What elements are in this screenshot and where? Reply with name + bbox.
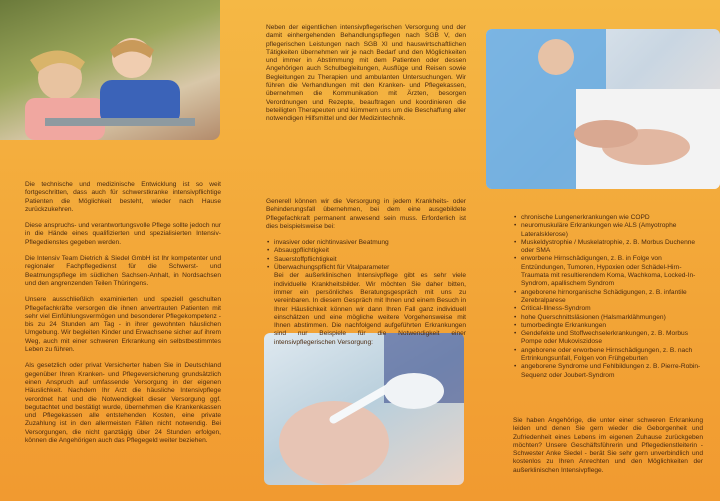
photo-child-and-caregiver bbox=[0, 0, 220, 140]
paragraph: Sie haben Angehörige, die unter einer schweren Erkrankung leiden und denen Sie gern wieder die Geborgenheit und Zufriedenheit eines Lebens im eigenen Zuhause zurückgeben möchten? Unsere Geschäftsführerin und Pflegedienstleiterin - Schwester Anke Siedel - berät Sie sehr gern unverbindlich und kostenlos zu Ihren Anrechten und den Möglichkeiten der außerklinischen Intensivpflege. bbox=[513, 417, 703, 474]
photo-nurse-with-syringe bbox=[264, 333, 464, 485]
column-conditions-general bbox=[266, 198, 466, 355]
list-item: • Critical-Illness-Syndrom bbox=[521, 305, 703, 313]
paragraph: Die technische und medizinische Entwicklung ist so weit fortgeschritten, dass auch für schwerstkranke intensivpflichtige Patienten die Möglichkeit besteht, wieder nach Hause zurückzukehren. bbox=[25, 181, 221, 213]
paragraph: Die Intensiv Team Dietrich & Siedel GmbH ist Ihr kompetenter und regionaler Fachpflegedienst für die Schwerst- und Beatmungspflege im südlichen Sachsen-Anhalt, in Nordsachsen und den angrenzenden Teilen Thüringens. bbox=[25, 255, 221, 287]
column-services bbox=[266, 24, 466, 132]
list-item: • tumorbedingte Erkrankungen bbox=[521, 322, 703, 330]
list-item: • Absaugpflichtigkeit bbox=[274, 247, 466, 255]
list-item: • Überwachungspflicht für Vitalparameter bbox=[274, 264, 466, 272]
disease-list bbox=[513, 214, 703, 380]
requirement-list bbox=[266, 239, 466, 272]
paragraph: Unsere ausschließlich examinierten und speziell geschulten Pflegefachkräfte versorgen die ihnen anvertrauten Patienten mit sehr viel Einfühlungsvermögen und besonderer Pflegekompetenz - bis zu 24 Stunden am Tag - in ihrer gewohnten häuslichen Umgebung. Wir begleiten Kinder und Erwachsene sicher auf ihrem Weg, auch mit einer schweren Erkrankung ein selbstbestimmtes Leben zu führen. bbox=[25, 296, 221, 354]
list-item: • Muskeldystrophie / Muskelatrophie, z. B. Morbus Duchenne oder SMA bbox=[521, 239, 703, 256]
paragraph: Diese anspruchs- und verantwortungsvolle Pflege sollte jedoch nur in die Hände eines qualifizierten und spezialisierten Intensiv-Pflegedienstes gegeben werden. bbox=[25, 222, 221, 246]
column-contact bbox=[513, 417, 703, 483]
list-item: • Sauerstoffpflichtigkeit bbox=[274, 256, 466, 264]
photo-illustration-2 bbox=[486, 29, 720, 189]
photo-illustration bbox=[0, 0, 220, 140]
list-item: • angeborene Syndrome und Fehlbildungen z. B. Pierre-Robin-Sequenz oder Joubert-Syndrom bbox=[521, 363, 703, 380]
list-item: • neuromuskuläre Erkrankungen wie ALS (Amyotrophe Lateralsklerose) bbox=[521, 222, 703, 239]
list-item: • chronische Lungenerkrankungen wie COPD bbox=[521, 214, 703, 222]
paragraph: Bei der außerklinischen Intensivpflege gibt es sehr viele individuelle Krankheitsbilder. Wir möchten Sie daher bitten, immer ein persönliches Beratungsgespräch mit uns zu vereinbaren. In diesem Gespräch mit Ihnen und einem Besuch in Ihrer Häuslichkeit können wir dann Ihren Fall ganz individuell einschätzen und eine mögliche weitere Vorgehensweise mit Ihnen abstimmen. Die nachfolgend aufgeführten Erkrankungen sind nur Beispiele für die Notwendigkeit einer intensivpflegerischen Versorgung: bbox=[274, 272, 466, 346]
list-item: • Gendefekte und Stoffwechselerkrankungen, z. B. Morbus Pompe oder Mukoviszidose bbox=[521, 330, 703, 347]
list-item: • invasiver oder nichtinvasiver Beatmung bbox=[274, 239, 466, 247]
paragraph: Generell können wir die Versorgung in jedem Krankheits- oder Behinderungsfall übernehmen, bei dem eine ausgebildete Pflegefachkraft permanent anwesend sein muss. Erforderlich ist dies beispielsweise bei: bbox=[266, 198, 466, 230]
list-item: • angeborene oder erworbene Hirnschädigungen, z. B. nach Ertrinkungsunfall, Folgen von Frühgeburten bbox=[521, 347, 703, 364]
column-diseases bbox=[513, 214, 703, 380]
paragraph: Neben der eigentlichen intensivpflegerischen Versorgung und der damit einhergehenden Behandlungspflegen nach SGB V, den pflegerischen Leistungen nach SGB XI und hauswirtschaftlichen Tätigkeiten übernehmen wir je nach Bedarf und den Möglichkeiten und immer in Abstimmung mit dem Patienten oder dessen Angehörigen auch Schulbegleitungen, Ausflüge und Reisen sowie Begleitungen zu Therapien und ambulanten Untersuchungen. Wir führen die Verhandlungen mit den Kranken- und Pflegekassen, übernehmen die Kommunikation mit Ärzten, besorgen Verordnungen und Rezepte, beauftragen und koordinieren die beteiligten Therapeuten und kümmern uns um die Beschaffung aller notwendigen Hilfsmittel und der Medizintechnik. bbox=[266, 24, 466, 123]
photo-illustration-3 bbox=[264, 333, 464, 485]
list-item: • hohe Querschnittsläsionen (Halsmarklähmungen) bbox=[521, 314, 703, 322]
list-item: • angeborene hirnorganische Schädigungen, z. B. infantile Zerebralparese bbox=[521, 289, 703, 306]
paragraph: Als gesetzlich oder privat Versicherter haben Sie in Deutschland gegenüber Ihren Kranken- und Pflegeversicherung grundsätzlich einen Anspruch auf umfassende Versorgung in der eigenen Häuslichkeit. Nachdem Ihr Arzt die häusliche Intensivpflege verordnet hat und die Notwendigkeit dieser Versorgung ggf. begutachtet und bestätigt wurde, übernehmen die Krankenkassen und Pflegekassen alle entstehenden Kosten, eine private Zuzahlung ist in den allermeisten Fällen nicht notwendig. Bei Versorgungen, die nicht ganztägig über 24 Stunden erfolgen, können die Angehörigen auch das Pflegegeld weiter beziehen. bbox=[25, 362, 221, 445]
photo-hands-caring bbox=[486, 29, 720, 189]
column-intro bbox=[25, 181, 221, 453]
list-item: • erworbene Hirnschädigungen, z. B. in Folge von Entzündungen, Tumoren, Hypoxien oder Schädel-Hirn-Traumata mit resultierendem Koma, Wachkoma, Locked-In-Syndrom, apallischem Syndrom bbox=[521, 255, 703, 288]
